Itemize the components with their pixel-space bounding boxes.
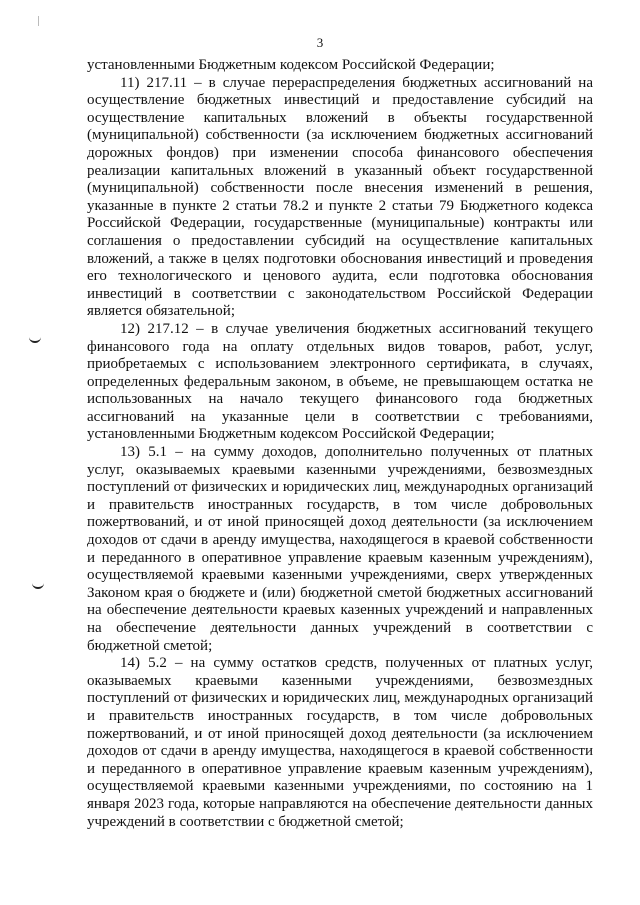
scan-corner-mark xyxy=(38,16,39,26)
paragraph-item-13: 13) 5.1 – на сумму доходов, дополнительно полученных от платных услуг, оказываемых краевыми казенными учреждениями, безвозмездных поступлений от физических и юридических лиц, международных организаций и правительств иностранных государств, в том числе добровольных пожертвований, и от иной приносящей доход деятельности (за исключением доходов от сдачи в аренду имущества, находящегося в краевой собственности и переданного в оперативное управление краевым казенным учреждениям), осуществляемой краевыми казенными учреждениями, сверх утвержденных Законом края о бюджете и (или) бюджетной сметой бюджетных ассигнований на обеспечение деятельности краевых казенных учреждений и направленных на обеспечение деятельности данных учреждений в соответствии с бюджетной сметой; xyxy=(87,444,593,654)
paragraph-item-14: 14) 5.2 – на сумму остатков средств, полученных от платных услуг, оказываемых краевыми казенными учреждениями, безвозмездных поступлений от физических и юридических лиц, международных организаций и правительств иностранных государств, в том числе добровольных пожертвований, и от иной приносящей доход деятельности (за исключением доходов от сдачи в аренду имущества, находящегося в краевой собственности и переданного в оперативное управление краевым казенным учреждениям), осуществляемой краевыми казенными учреждениями, по состоянию на 1 января 2023 года, которые направляются на обеспечение деятельности данных учреждений в соответствии с бюджетной сметой; xyxy=(87,655,593,830)
document-body xyxy=(87,57,593,831)
paragraph-item-12: 12) 217.12 – в случае увеличения бюджетных ассигнований текущего финансового года на оплату отдельных видов товаров, работ, услуг, приобретаемых с использованием электронного сертификата, в случаях, определенных федеральным законом, в объеме, не превышающем остатка не использованных на начало текущего финансового года бюджетных ассигнований на указанные цели в соответствии с требованиями, установленными Бюджетным кодексом Российской Федерации; xyxy=(87,320,593,443)
paragraph-item-11: 11) 217.11 – в случае перераспределения бюджетных ассигнований на осуществление бюджетных инвестиций и предоставление субсидий на осуществление капитальных вложений в объекты государственной (муниципальной) собственности (за исключением бюджетных ассигнований дорожных фондов) при изменении способа финансового обеспечения реализации капитальных вложений в указанный объект государственной (муниципальной) собственности после внесения изменений в решения, указанные в пункте 2 статьи 78.2 и пункте 2 статьи 79 Бюджетного кодекса Российской Федерации, государственные (муниципальные) контракты или соглашения о предоставлении субсидий на осуществление капитальных вложений, а также в целях подготовки обоснования инвестиций и проведения его технологического и ценового аудита, если подготовка обоснования инвестиций в соответствии с законодательством Российской Федерации является обязательной; xyxy=(87,74,593,320)
punch-hole-mark xyxy=(29,336,41,343)
page-number: 3 xyxy=(316,35,324,50)
paragraph-continuation: установленными Бюджетным кодексом Российской Федерации; xyxy=(87,57,495,73)
punch-hole-mark xyxy=(32,582,44,589)
